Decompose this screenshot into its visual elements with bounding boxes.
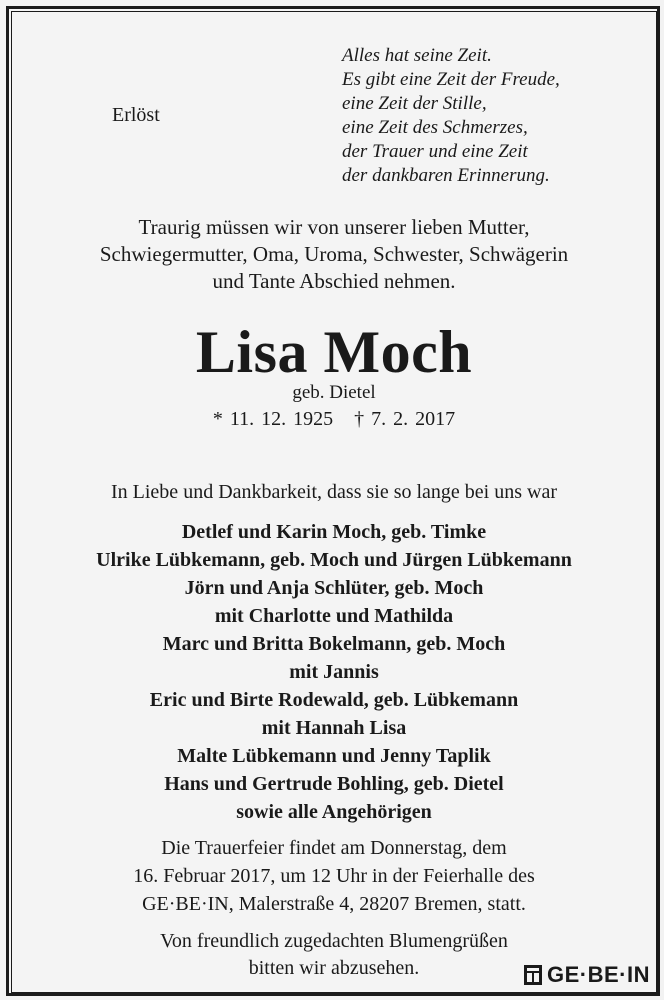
mourner-line: Jörn und Anja Schlüter, geb. Moch: [184, 577, 484, 599]
intro-line: Schwiegermutter, Oma, Uroma, Schwester, Schwägerin: [99, 242, 569, 266]
poem-line: der Trauer und eine Zeit: [342, 141, 528, 162]
gebein-logo-text: GE·BE·IN: [547, 962, 650, 987]
intro-line: Traurig müssen wir von unserer lieben Mutter,: [138, 215, 530, 239]
deceased-name: Lisa Moch: [195, 319, 473, 385]
gebein-logo-icon: [523, 964, 543, 986]
mourner-line: Malte Lübkemann und Jenny Taplik: [177, 745, 491, 767]
service-line: Die Trauerfeier findet am Donnerstag, dem: [161, 837, 507, 859]
service-line: 16. Februar 2017, um 12 Uhr in der Feierhalle des: [133, 865, 535, 887]
mourner-line: Ulrike Lübkemann, geb. Moch und Jürgen Lübkemann: [96, 549, 572, 571]
poem-line: eine Zeit des Schmerzes,: [342, 117, 528, 138]
obituary-inner-border: [11, 11, 657, 993]
mourner-line: sowie alle Angehörigen: [236, 801, 432, 823]
flowers-line: bitten wir abzusehen.: [248, 957, 420, 979]
mourner-line: Eric und Birte Rodewald, geb. Lübkemann: [149, 689, 519, 711]
poem-line: eine Zeit der Stille,: [342, 93, 487, 114]
mourner-line: mit Jannis: [289, 661, 379, 683]
birth-name: geb. Dietel: [292, 382, 376, 403]
poem-line: Es gibt eine Zeit der Freude,: [342, 69, 560, 90]
service-line: GE·BE·IN, Malerstraße 4, 28207 Bremen, statt.: [142, 893, 526, 915]
funeral-service-info: [12, 834, 656, 918]
mourners-list: [12, 518, 656, 826]
intro-line: und Tante Abschied nehmen.: [212, 269, 456, 293]
mourner-line: Detlef und Karin Moch, geb. Timke: [181, 521, 487, 543]
flowers-line: Von freundlich zugedachten Blumengrüßen: [160, 930, 508, 952]
mourner-line: Hans und Gertrude Bohling, geb. Dietel: [164, 773, 504, 795]
mourner-line: Marc und Britta Bokelmann, geb. Moch: [162, 633, 506, 655]
mourner-line: mit Charlotte und Mathilda: [214, 605, 454, 627]
poem: [342, 44, 560, 188]
obituary-border: [6, 6, 660, 996]
life-dates: * 11. 12. 1925 † 7. 2. 2017: [212, 408, 456, 430]
intro-text: [12, 214, 656, 295]
poem-line: der dankbaren Erinnerung.: [342, 165, 550, 186]
gebein-logo: [519, 960, 654, 990]
poem-line: Alles hat seine Zeit.: [342, 45, 492, 66]
mourner-line: mit Hannah Lisa: [261, 717, 407, 739]
dedication-line: In Liebe und Dankbarkeit, dass sie so lange bei uns war: [111, 481, 557, 503]
header-word: Erlöst: [112, 104, 160, 126]
